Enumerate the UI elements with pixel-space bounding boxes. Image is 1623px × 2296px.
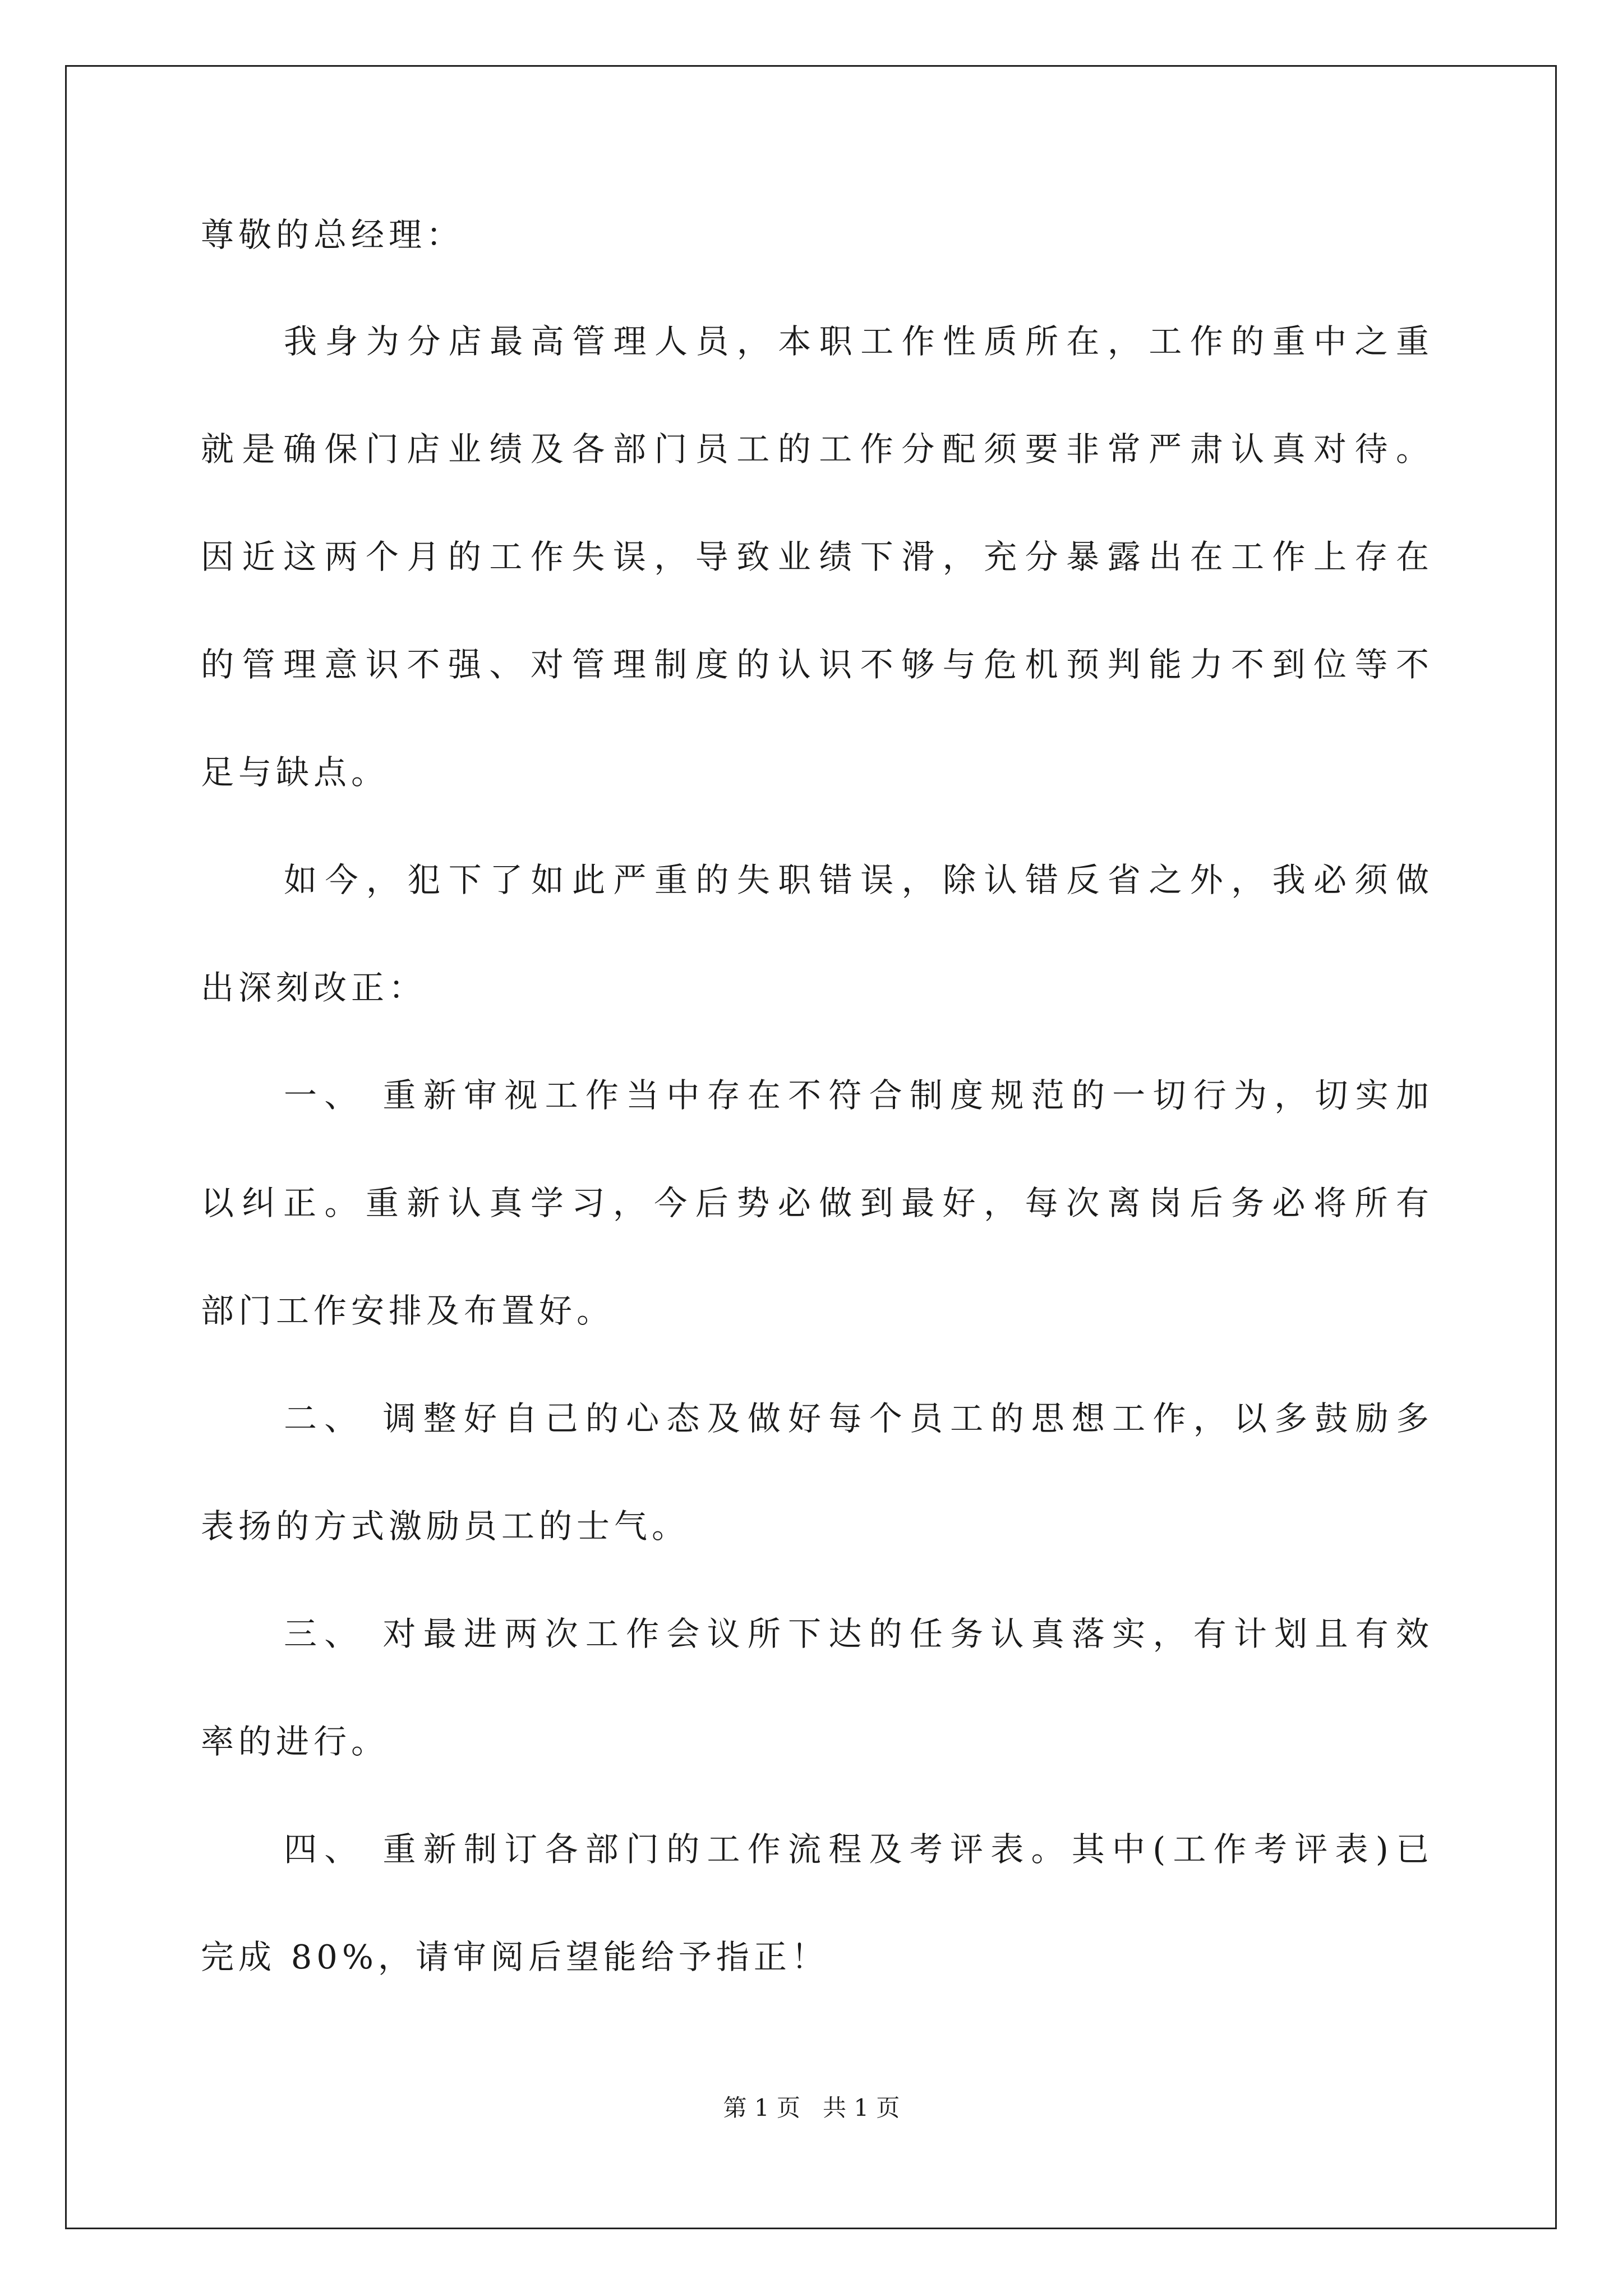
salutation: 尊敬的总经理： [201,215,464,254]
item-2-line-1: 二、 调整好自己的心态及做好每个员工的思想工作，以多鼓励多 [284,1399,1429,1438]
page-total: 共 1 页 [823,2094,900,2122]
paragraph-1-line-3: 因近这两个月的工作失误，导致业绩下滑，充分暴露出在工作上存在 [201,537,1429,576]
item-4-line-1: 四、 重新制订各部门的工作流程及考评表。其中(工作考评表)已 [284,1830,1429,1869]
paragraph-1-line-5: 足与缺点。 [201,753,389,792]
paragraph-2-line-1: 如今，犯下了如此严重的失职错误，除认错反省之外，我必须做 [284,861,1429,899]
page-border [65,65,1557,2229]
item-1-line-1: 一、 重新审视工作当中存在不符合制度规范的一切行为，切实加 [284,1076,1429,1115]
page-number: 第 1 页 [723,2094,800,2122]
paragraph-2-line-2: 出深刻改正： [201,968,427,1007]
page-footer [0,2094,1623,2122]
item-3-line-1: 三、 对最进两次工作会议所下达的任务认真落实，有计划且有效 [284,1614,1429,1653]
item-3-line-2: 率的进行。 [201,1722,389,1761]
item-1-line-3: 部门工作安排及布置好。 [201,1291,615,1330]
paragraph-1-line-4: 的管理意识不强、对管理制度的认识不够与危机预判能力不到位等不 [201,645,1429,684]
item-2-line-2: 表扬的方式激励员工的士气。 [201,1507,690,1545]
paragraph-1-line-2: 就是确保门店业绩及各部门员工的工作分配须要非常严肃认真对待。 [201,430,1429,468]
item-1-line-2: 以纠正。重新认真学习，今后势必做到最好，每次离岗后务必将所有 [201,1184,1429,1222]
item-4-line-2: 完成 80%，请审阅后望能给予指正！ [201,1938,829,1976]
paragraph-1-line-1: 我身为分店最高管理人员，本职工作性质所在，工作的重中之重 [284,322,1429,361]
